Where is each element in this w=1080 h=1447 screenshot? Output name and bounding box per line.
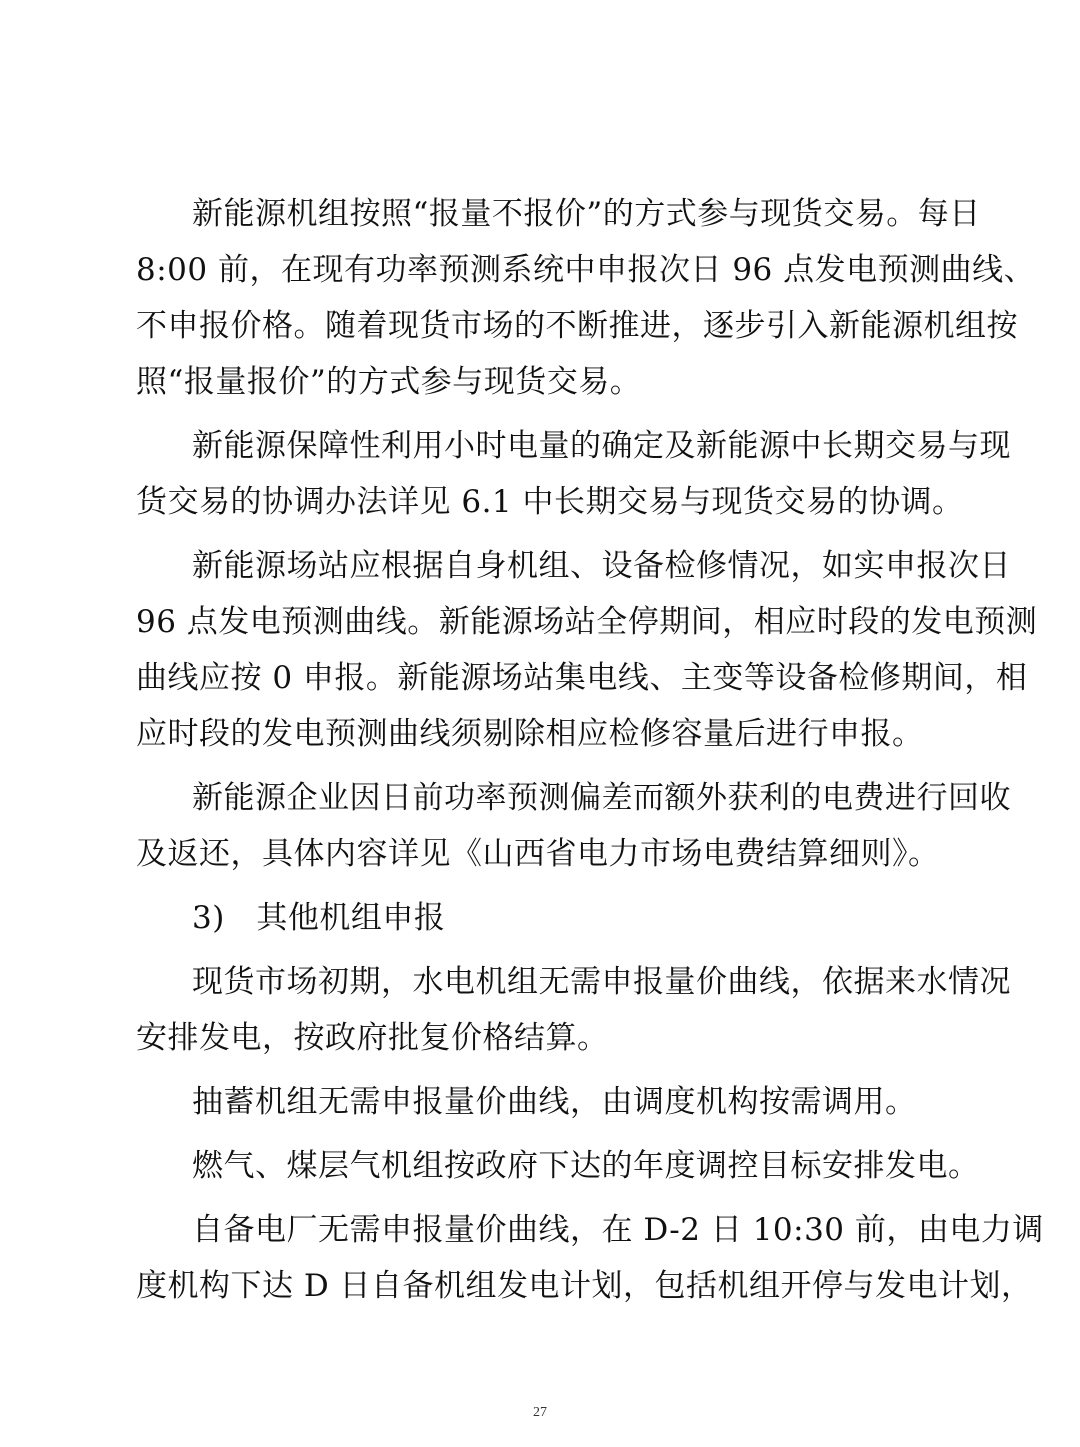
- page-number: 27: [533, 1405, 547, 1420]
- paragraph-1-line-1: 新能源机组按照“报量不报价”的方式参与现货交易。每日: [192, 196, 981, 232]
- paragraph-6-line-1: 现货市场初期，水电机组无需申报量价曲线，依据来水情况: [192, 964, 1011, 1000]
- section-heading-other-units: 3) 其他机组申报: [192, 900, 446, 936]
- paragraph-6-line-2: 安排发电，按政府批复价格结算。: [136, 1020, 609, 1056]
- paragraph-4-line-2: 及返还，具体内容详见《山西省电力市场电费结算细则》。: [136, 836, 940, 872]
- paragraph-2-line-2: 货交易的协调办法详见 6.1 中长期交易与现货交易的协调。: [136, 484, 964, 520]
- paragraph-7-line-1: 抽蓄机组无需申报量价曲线，由调度机构按需调用。: [192, 1084, 917, 1120]
- paragraph-1-line-3: 不申报价格。随着现货市场的不断推进，逐步引入新能源机组按: [136, 308, 1018, 344]
- paragraph-3-line-3: 曲线应按 0 申报。新能源场站集电线、主变等设备检修期间，相: [136, 660, 1028, 696]
- paragraph-9-line-1: 自备电厂无需申报量价曲线，在 D-2 日 10:30 前，由电力调: [192, 1212, 1044, 1248]
- paragraph-8-line-1: 燃气、煤层气机组按政府下达的年度调控目标安排发电。: [192, 1148, 980, 1184]
- paragraph-3-line-4: 应时段的发电预测曲线须剔除相应检修容量后进行申报。: [136, 716, 924, 752]
- paragraph-3-line-1: 新能源场站应根据自身机组、设备检修情况，如实申报次日: [192, 548, 1011, 584]
- paragraph-4-line-1: 新能源企业因日前功率预测偏差而额外获利的电费进行回收: [192, 780, 1011, 816]
- paragraph-2-line-1: 新能源保障性利用小时电量的确定及新能源中长期交易与现: [192, 428, 1011, 464]
- paragraph-3-line-2: 96 点发电预测曲线。新能源场站全停期间，相应时段的发电预测: [136, 604, 1038, 640]
- paragraph-1-line-4: 照“报量报价”的方式参与现货交易。: [136, 364, 642, 400]
- paragraph-9-line-2: 度机构下达 D 日自备机组发电计划，包括机组开停与发电计划，: [136, 1268, 1033, 1304]
- paragraph-1-line-2: 8:00 前，在现有功率预测系统中申报次日 96 点发电预测曲线、: [136, 252, 1036, 288]
